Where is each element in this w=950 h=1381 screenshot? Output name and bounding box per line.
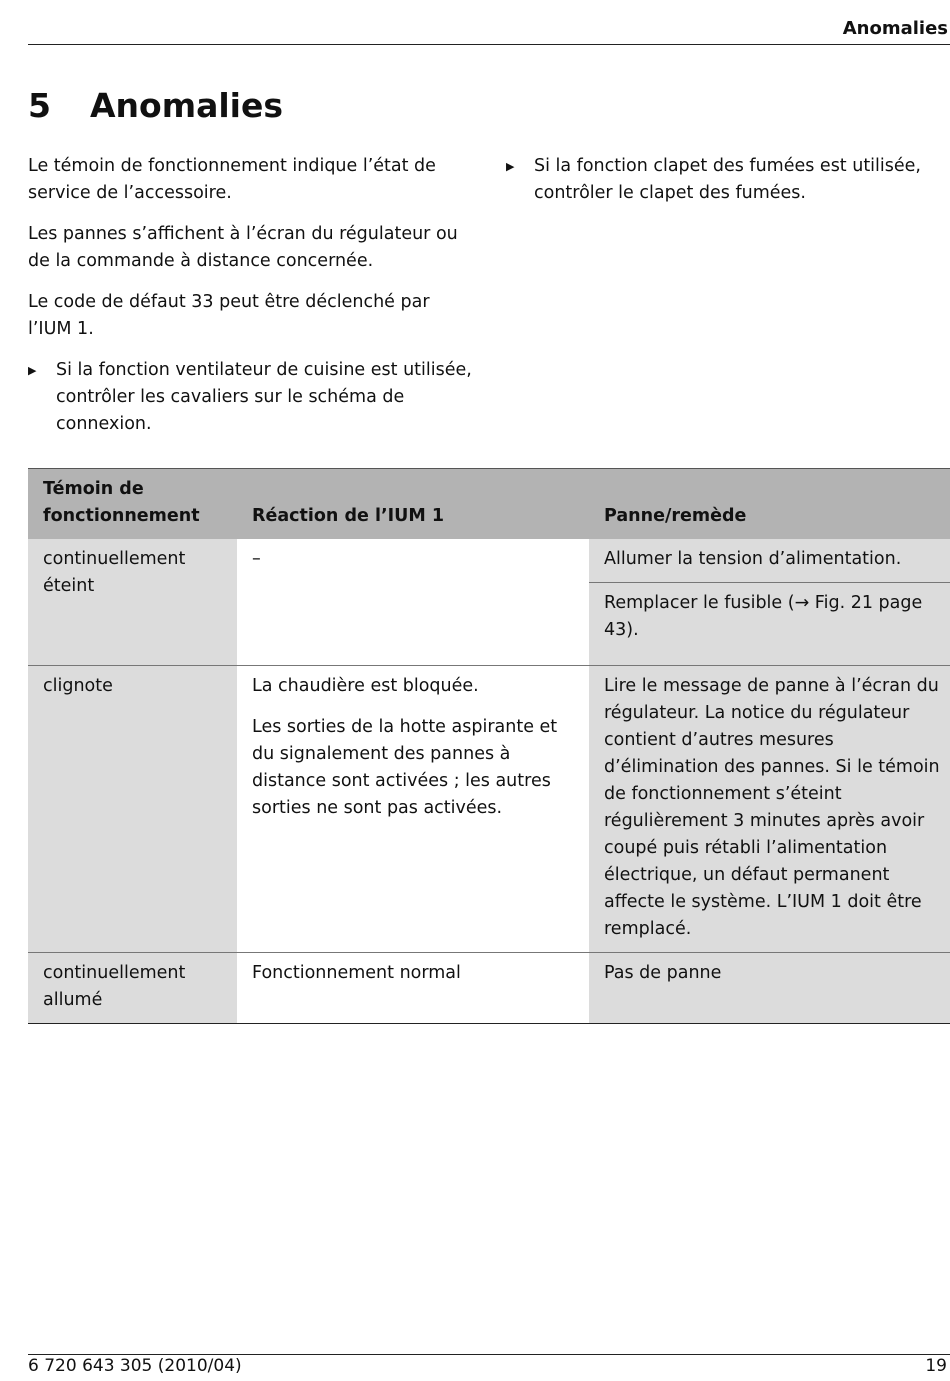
left-column — [28, 153, 476, 438]
section-heading — [28, 86, 283, 125]
indicator-cell: continuellement allumé — [28, 953, 237, 1024]
indicator-cell: clignote — [28, 666, 237, 953]
reaction-cell: Fonctionnement normal — [237, 953, 589, 1024]
right-column — [506, 153, 946, 207]
page-number: 19 — [925, 1356, 947, 1376]
table-row — [28, 539, 950, 583]
header-remedy: Panne/remède — [589, 469, 950, 540]
paragraph: Le code de défaut 33 peut être déclenché par l’IUM 1. — [28, 292, 430, 339]
footer-rule — [28, 1354, 950, 1355]
header-indicator: Témoin de fonctionnement — [28, 469, 237, 540]
header-rule — [28, 44, 950, 45]
bullet-item — [506, 153, 946, 207]
remedy-cell: Allumer la tension d’alimentation. — [589, 539, 950, 583]
reaction-text: Les sorties de la hotte aspirante et du signalement des pannes à distance sont activées ; les autres sorties ne sont pas activées. — [252, 717, 558, 818]
paragraph: Les pannes s’affichent à l’écran du régulateur ou de la commande à distance concernée. — [28, 224, 458, 271]
running-header: Anomalies — [842, 18, 948, 39]
remedy-cell: Pas de panne — [589, 953, 950, 1024]
document-number: 6 720 643 305 (2010/04) — [28, 1356, 242, 1376]
right-triangle-icon: ▶ — [28, 364, 37, 377]
section-title: Anomalies — [90, 86, 284, 125]
reaction-cell — [237, 666, 589, 953]
header-reaction: Réaction de l’IUM 1 — [237, 469, 589, 540]
remedy-cell: Remplacer le fusible (→ Fig. 21 page 43). — [589, 583, 950, 666]
section-number: 5 — [28, 86, 51, 125]
right-triangle-icon: ▶ — [506, 160, 515, 173]
indicator-cell: continuellement éteint — [28, 539, 237, 666]
bullet-text: Si la fonction ventilateur de cuisine est utilisée, contrôler les cavaliers sur le schéma de connexion. — [56, 360, 472, 434]
table-header-row — [28, 469, 950, 540]
table-row — [28, 666, 950, 953]
paragraph: Le témoin de fonctionnement indique l’état de service de l’accessoire. — [28, 156, 436, 203]
reaction-text: La chaudière est bloquée. — [252, 676, 479, 696]
table-row — [28, 953, 950, 1024]
remedy-cell: Lire le message de panne à l’écran du régulateur. La notice du régulateur contient d’autres mesures d’élimination des pannes. Si le témoin de fonctionnement s’éteint régulièrement 3 minutes après avoir coupé puis rétabli l’alimentation électrique, un défaut permanent affecte le système. L’IUM 1 doit être remplacé. — [589, 666, 950, 953]
bullet-text: Si la fonction clapet des fumées est utilisée, contrôler le clapet des fumées. — [534, 156, 921, 203]
reaction-cell: – — [237, 539, 589, 666]
anomalies-table — [28, 468, 950, 1024]
bullet-item — [28, 357, 476, 438]
